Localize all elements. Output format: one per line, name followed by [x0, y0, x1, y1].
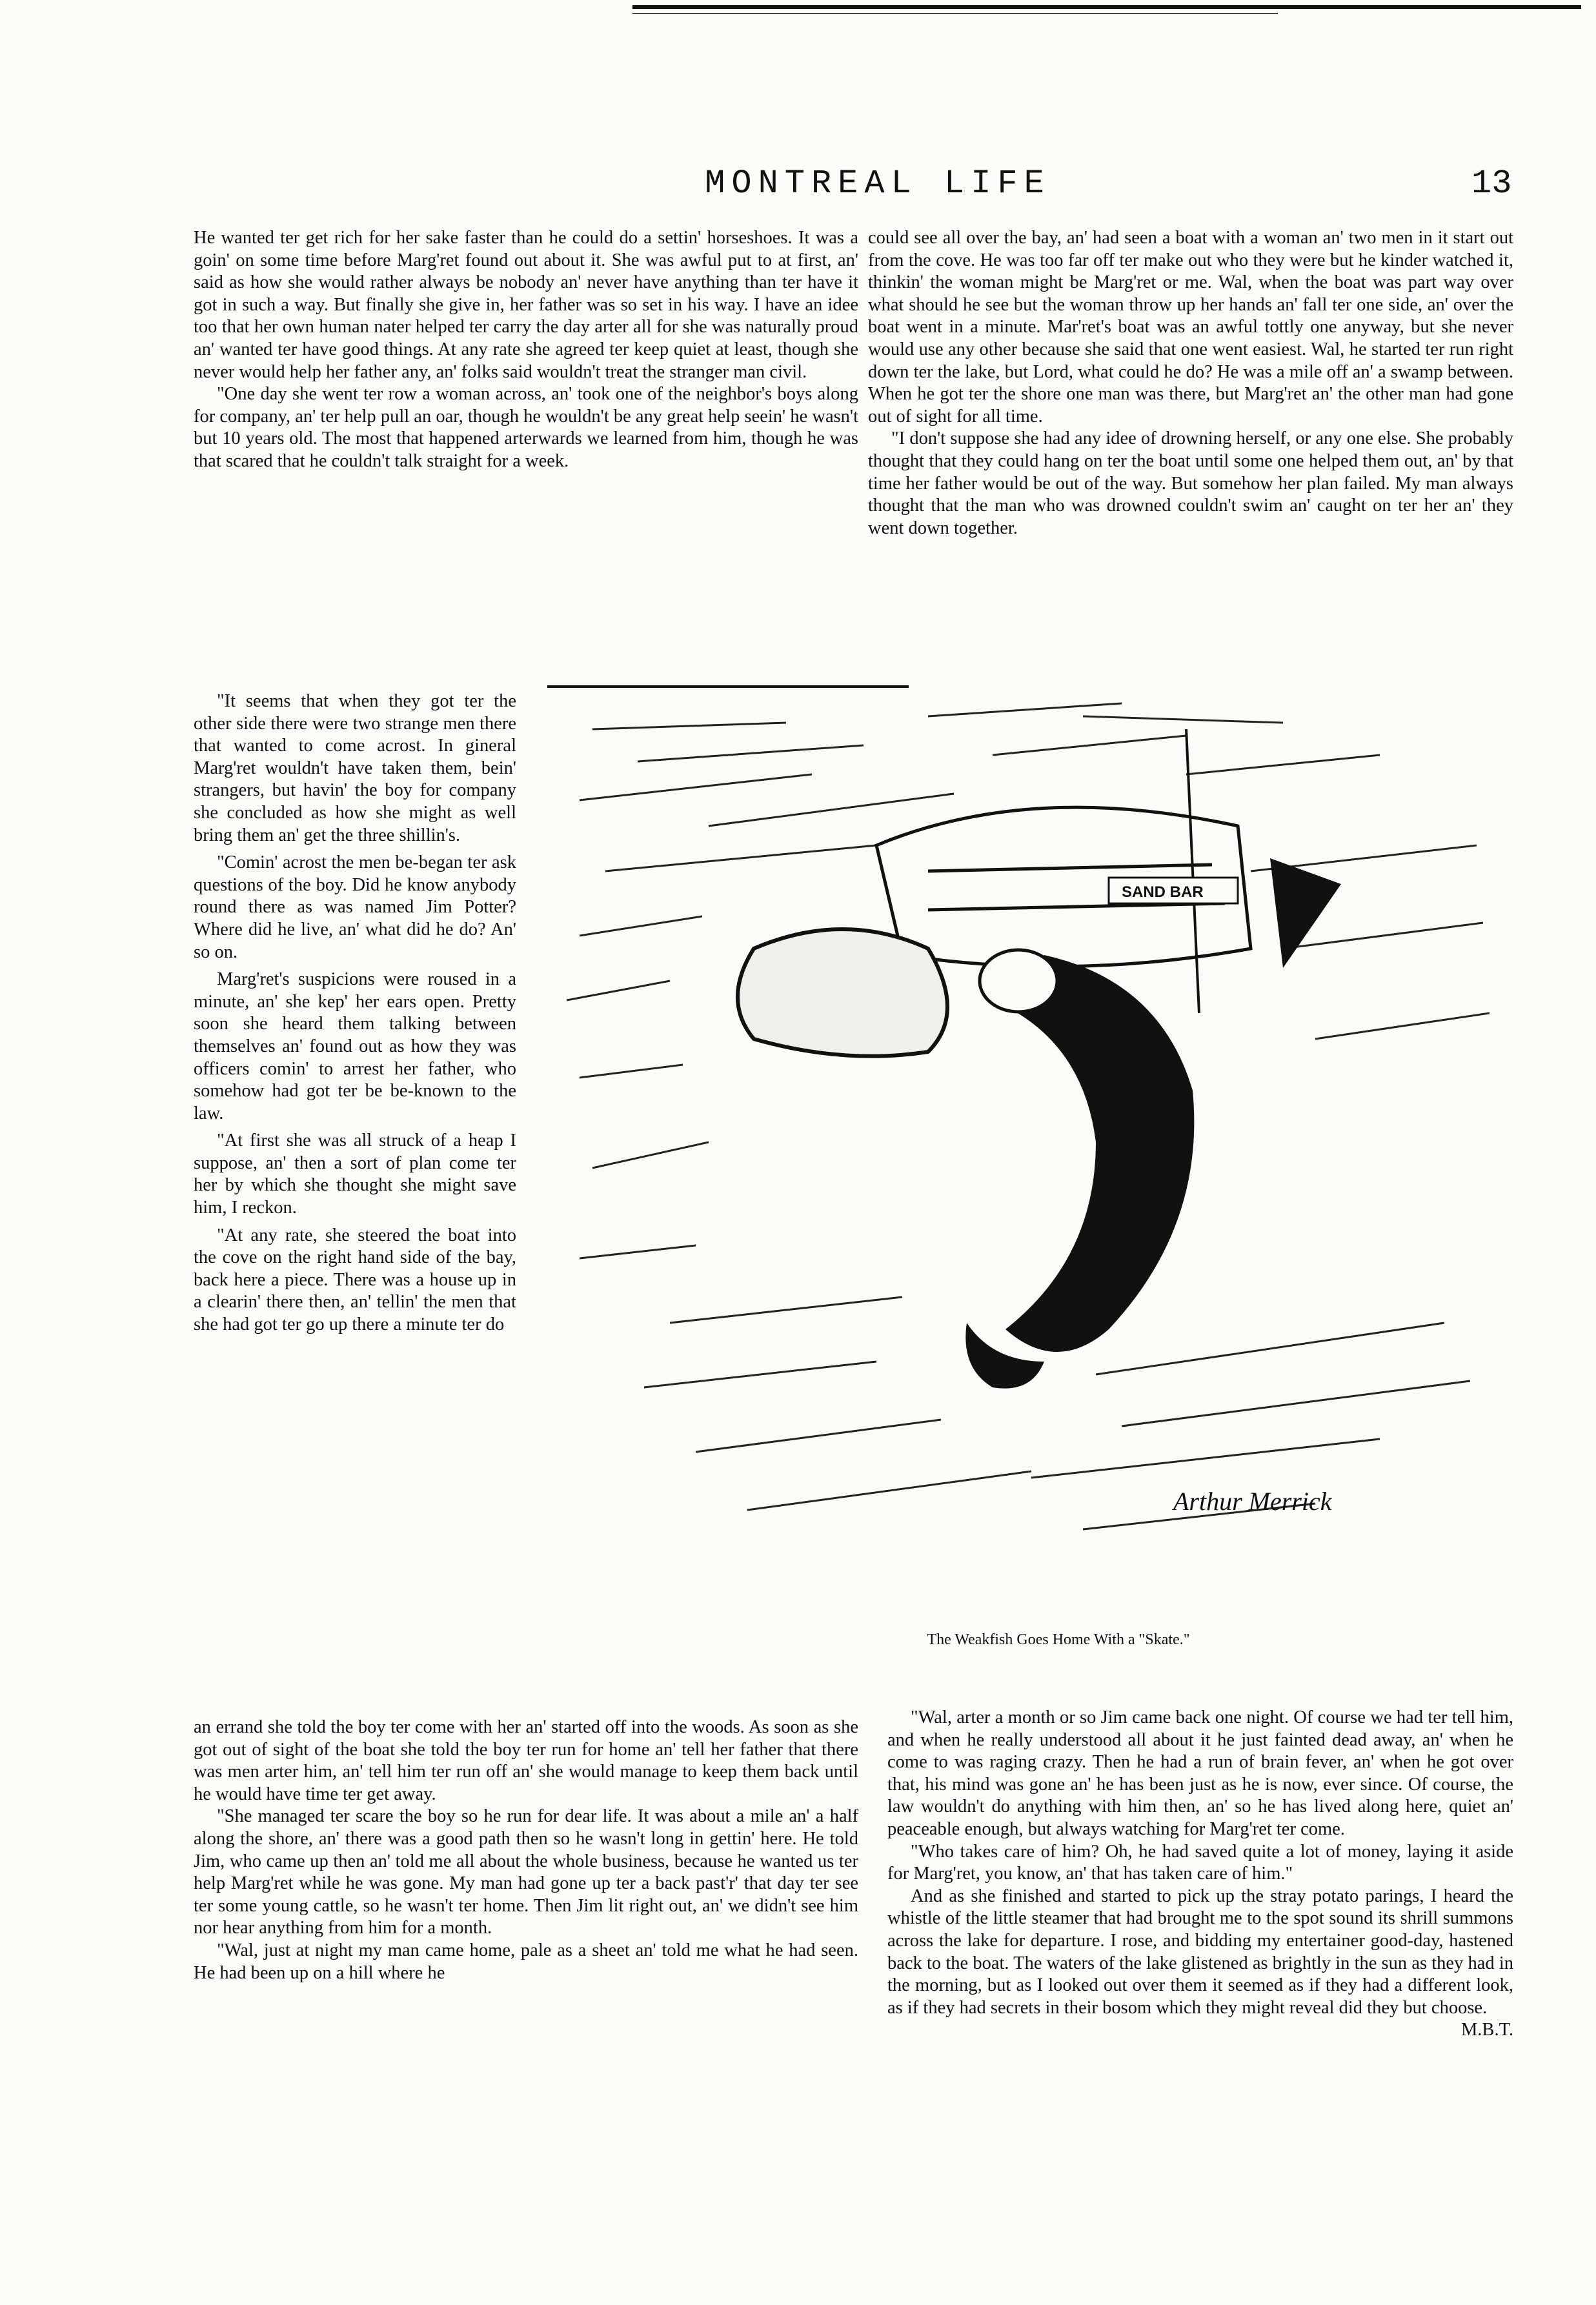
- right-column-top: [868, 227, 1513, 669]
- left-column-top: [194, 227, 858, 676]
- top-rule: [632, 5, 1581, 9]
- left-column-narrow: [194, 690, 516, 1716]
- paragraph: could see all over the bay, an' had seen a boat with a woman an' two men in it start out from the cove. He was too far off ter make out who they were but he kinder watched it, thinkin' the woman might be Marg'ret or me. Wal, when the boat was part way over what should he see but the woman throw up her hands an' fall ter one side, an' over the boat went in a minute. Mar'ret's boat was an awful tottly one anyway, but she never would use any other because she said that one went easiest. Wal, he started ter run right down ter the lake, but Lord, what could he do? He was a mile off an' a swamp between. When he got ter the shore one man was there, but Marg'ret an' the other man had gone out of sight for all time.: [868, 228, 1513, 427]
- paragraph: "I don't suppose she had any idee of drowning herself, or any one else. She probably thought that they could hang on ter the boat until some one helped them out, an' by that time her father would be out of the way. But somehow her plan failed. My man always thought that the man who was drowned couldn't swim an' caught on ter her an' they went down together.: [868, 428, 1513, 538]
- paragraph: Marg'ret's suspicions were roused in a minute, an' she kep' her ears open. Pretty soon she heard them talking between themselves an' found out as how they was officers comin' to arrest her father, who somehow had got ter be be-known to the law.: [194, 969, 516, 1123]
- right-column-bottom: [887, 1707, 1513, 2223]
- weakfish-illustration: [541, 678, 1515, 1626]
- sign-text: SAND BAR: [1122, 883, 1204, 901]
- running-header: MONTREAL LIFE: [705, 165, 1051, 203]
- paragraph: an errand she told the boy ter come with her an' started off into the woods. As soon as she got out of sight of the boat she told the boy ter run for home an' tell her father that there was men arter him, an' tell him ter run off an' she would manage to keep them back until he would have time ter get away.: [194, 1717, 858, 1804]
- author-signature: M.B.T.: [1460, 2020, 1513, 2040]
- paragraph: He wanted ter get rich for her sake faster than he could do a settin' horseshoes. It was a goin' on some time before Marg'ret found out about it. She was awful put to at first, an' said as how she would rather always be nobody an' never have anything than ter have it got in such a way. But finally she give in, her father was so set in his way. I have an idee too that her own human nater helped ter carry the day arter all for she was naturally proud an' wanted ter have good things. At any rate she agreed ter keep quiet at least, though she never would help her father any, an' folks said wouldn't treat the stranger man civil.: [194, 228, 858, 382]
- paragraph: "Wal, just at night my man came home, pale as a sheet an' told me what he had seen. He had been up on a hill where he: [194, 1940, 858, 1983]
- artist-signature: Arthur Merrick: [1173, 1487, 1332, 1516]
- paragraph: "She managed ter scare the boy so he run for dear life. It was about a mile an' a half along the shore, an' there was a good path then so he wasn't long in gettin' here. He told Jim, who came up then an' told me all about the whole business, because he wanted us ter help Marg'ret while he was gone. My man had gone up ter a back past'r' that day ter see ter some young cattle, so he wasn't ter home. Then Jim lit right out, an' we didn't see him nor hear anything from him for a month.: [194, 1806, 858, 1938]
- paragraph: "Who takes care of him? Oh, he had saved quite a lot of money, laying it aside for Marg'ret, you know, an' that has taken care of him.": [887, 1841, 1513, 1884]
- paragraph: "At first she was all struck of a heap I suppose, an' then a sort of plan come ter her by which she thought she might save him, I reckon.: [194, 1131, 516, 1218]
- paragraph: "Comin' acrost the men be-began ter ask questions of the boy. Did he know anybody round there as was named Jim Potter? Where did he live, an' what did he do? An' so on.: [194, 852, 516, 962]
- paragraph: "One day she went ter row a woman across, an' took one of the neighbor's boys along for company, an' ter help pull an oar, though he wouldn't be any great help seein' he wasn't but 10 years old. The most that happened arterwards we learned from him, though he was that scared that he couldn't talk straight for a week.: [194, 384, 858, 471]
- left-column-bottom: [194, 1716, 858, 2220]
- paragraph: "Wal, arter a month or so Jim came back one night. Of course we had ter tell him, and when he really understood all about it he just fainted dead away, an' when he come to was raging crazy. Then he had a run of brain fever, an' when he got over that, his mind was gone an' he has been just as he is now, ever since. Of course, the law wouldn't do anything with him then, an' so he has lived along here, quiet an' peaceable enough, but always watching for Marg'ret ter come.: [887, 1707, 1513, 1839]
- paragraph: "It seems that when they got ter the other side there were two strange men there that wanted to come acrost. In gineral Marg'ret wouldn't have taken them, bein' strangers, but havin' the boy for company she concluded as how she might as well bring them an' get the three shillin's.: [194, 691, 516, 845]
- page-number: 13: [1471, 165, 1512, 203]
- water-hatching: [567, 703, 1490, 1529]
- paragraph: And as she finished and started to pick up the stray potato parings, I heard the whistle of the little steamer that had brought me to the spot sound its shrill summons across the lake for departure. I rose, and bidding my entertainer good-day, hastened back to the boat. The waters of the lake glistened as brightly in the sun as they had in the morning, but as I looked out over them it seemed as if they had a different look, as if they had secrets in their bosom which they might reveal did they but choose.: [887, 1886, 1513, 2018]
- top-rule-thin: [632, 13, 1278, 14]
- paragraph: "At any rate, she steered the boat into the cove on the right hand side of the bay, back here a piece. There was a house up in a clearin' there then, an' tellin' the men that she had got ter go up there a minute ter do: [194, 1225, 516, 1335]
- illustration-caption: The Weakfish Goes Home With a "Skate.": [927, 1631, 1190, 1648]
